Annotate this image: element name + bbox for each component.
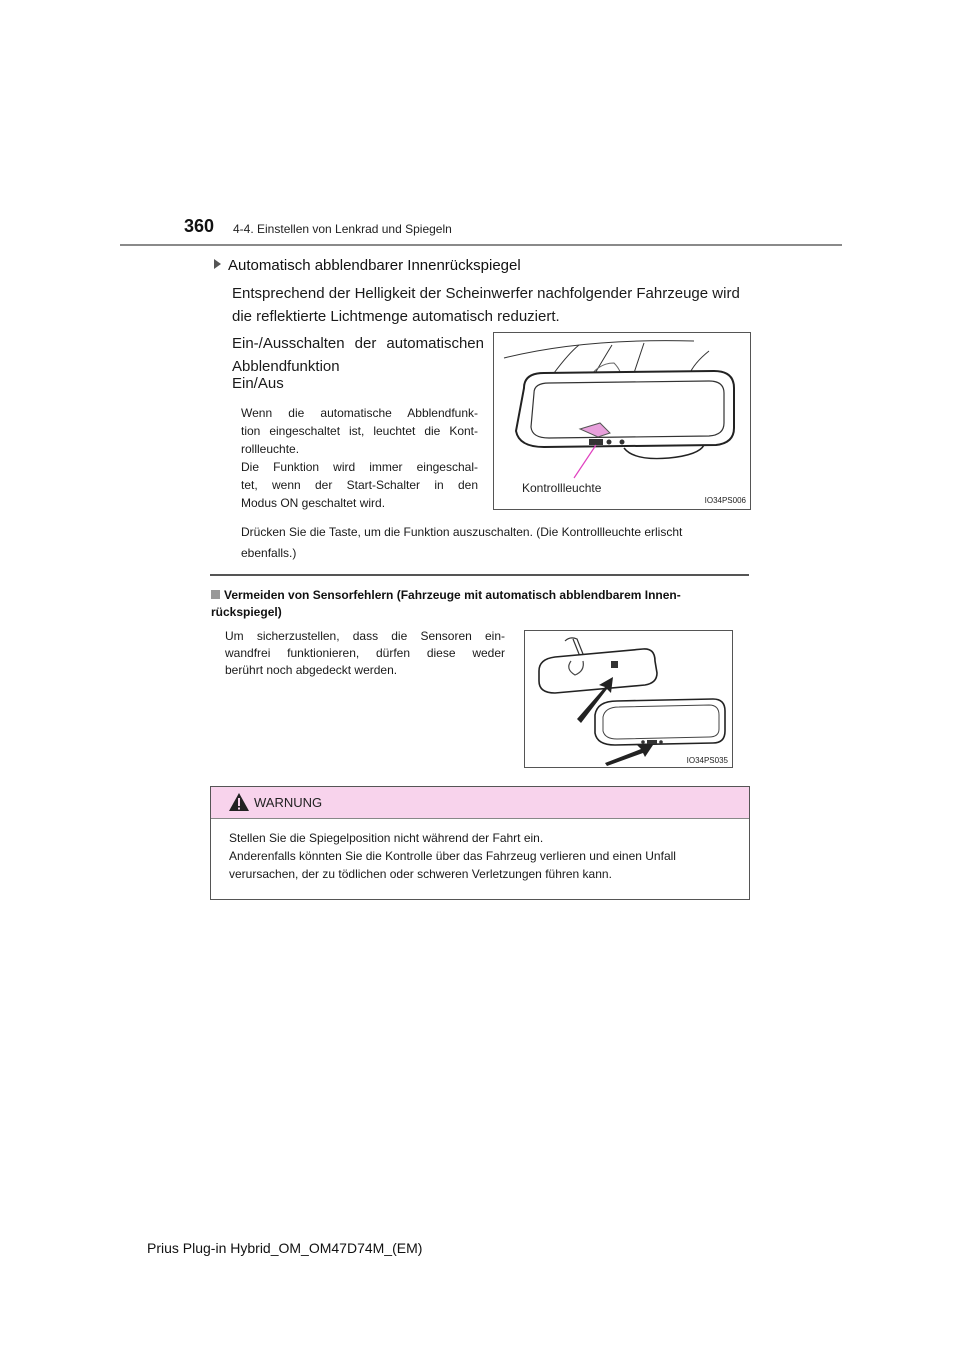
feature-title: Ein-/Ausschalten der automatischen [232, 335, 484, 352]
warning-title: WARNUNG [254, 795, 323, 810]
indicator-callout-label: Kontrollleuchte [522, 481, 602, 495]
sensor-figure [524, 630, 733, 768]
section-divider [210, 574, 749, 576]
mirror-indicator-figure [493, 332, 751, 510]
warning-triangle-icon [228, 792, 250, 812]
warning-box [210, 786, 750, 900]
warning-text: Stellen Sie die Spiegelposition nicht während der Fahrt ein. Anderenfalls könnten Sie die Kontrolle über das Fahrzeug verlieren und einen Unfall verursachen, der zu tödlichen oder schweren Verletzungen führen kann. [229, 831, 676, 881]
footer-manual-id: Prius Plug-in Hybrid_OM_OM47D74M_(EM) [147, 1240, 423, 1256]
triangle-bullet-icon [214, 259, 221, 269]
sensor-heading: Vermeiden von Sensorfehlern (Fahrzeuge mit automatisch abblendbarem Innen- rückspiegel) [211, 588, 681, 619]
sensor-text: Um sicherzustellen, dass die Sensoren ein- wandfrei funktionieren, dürfen diese weder berührt noch abgedeckt werden. [225, 629, 505, 677]
page-number: 360 [184, 216, 215, 236]
indicator-note: Wenn die automatische Abblendfunk- tion eingeschaltet ist, leuchtet die Kont- rollleuchte. Die Funktion wird immer eingeschal- tet, wenn der Start-Schalter in den Modus ON geschaltet wird. [241, 406, 478, 510]
figure-code: IO34PS006 [704, 496, 746, 505]
auto-dim-heading: Automatisch abblendbarer Innenrückspiegel [214, 257, 521, 274]
mirror-sensor-illustration [525, 631, 732, 767]
on-off-label: Ein/Aus [232, 375, 284, 392]
square-bullet-icon [211, 590, 220, 599]
section-title: 4-4. Einstellen von Lenkrad und Spiegeln [233, 222, 452, 236]
header-rule [120, 244, 842, 246]
auto-dim-intro: Entsprechend der Helligkeit der Scheinwerfer nachfolgender Fahrzeuge wird die reflektierte Lichtmenge automatisch reduziert. [232, 285, 740, 325]
feature-title-line2: Abblendfunktion [232, 358, 340, 375]
figure-code: IO34PS035 [686, 756, 728, 765]
warning-header [211, 787, 749, 819]
press-instruction: Drücken Sie die Taste, um die Funktion auszuschalten. (Die Kontrollleuchte erlischt ebenfalls.) [241, 525, 683, 560]
